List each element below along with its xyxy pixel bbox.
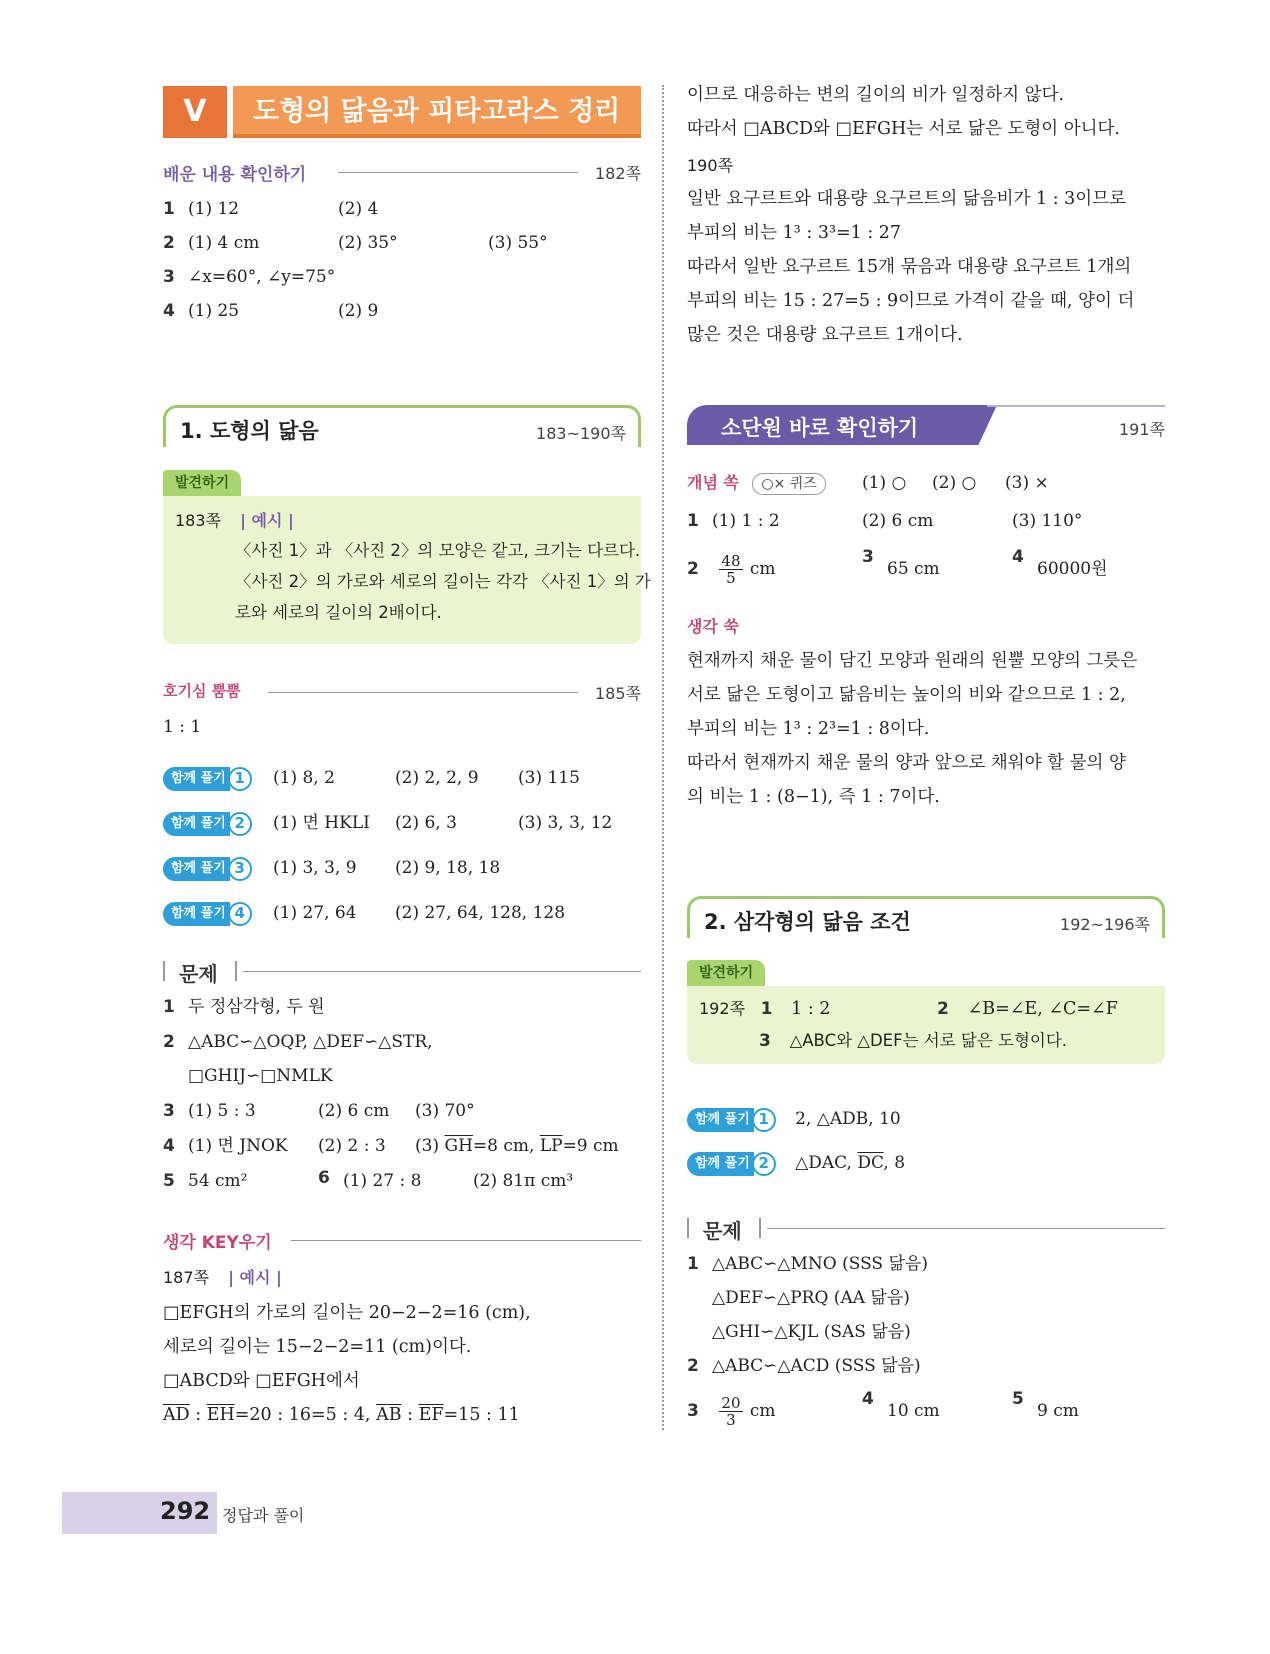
problem-2-cont: □GHIJ∽□NMLK: [188, 1066, 333, 1086]
problems2-header: 문제: [687, 1215, 1165, 1241]
key-meta: 187쪽 | 예시 |: [163, 1268, 282, 1287]
section-1-pages: 183~190쪽: [536, 424, 626, 443]
problem-5-6: 5 54 cm² 6 (1) 27 : 8 (2) 81π cm³: [163, 1168, 574, 1191]
curiosity-answer: 1 : 1: [163, 717, 202, 737]
discover-badge-2: 발견하기: [687, 960, 765, 986]
key-header: [163, 1228, 641, 1254]
continued-line-1: 이므로 대응하는 변의 길이의 비가 일정하지 않다.: [687, 85, 1065, 105]
key-label: 생각 KEY우기: [163, 1233, 272, 1253]
problem-3: 3 (1) 5 : 3 (2) 6 cm (3) 70°: [163, 1101, 475, 1121]
discover-box: 183쪽 | 예시 | 〈사진 1〉과 〈사진 2〉의 모양은 같고, 크기는 다르다. 〈사진 2〉의 가로와 세로의 길이는 각각 〈사진 1〉의 가 로와 세로의 길이의 2배이다.: [163, 496, 641, 644]
curiosity-page: 185쪽: [595, 684, 641, 703]
key-line-4: $\overline{AD}$ : $\overline{EH}=20$ : 16=5 : 4, $\overline{AB}$ : $\overline{EF}=15$ : 11: [163, 1405, 520, 1425]
together-row-1: 함께 풀기 1 (1) 8, 2 (2) 2, 2, 9 (3) 115: [163, 765, 252, 791]
review-row-3: 3 ∠x=60°, ∠y=75°: [163, 267, 336, 287]
problem2-2: 2 △ABC∽△ACD (SSS 닮음): [687, 1356, 921, 1376]
continued-line-2: 따라서 □ABCD와 □EFGH는 서로 닮은 도형이 아니다.: [687, 119, 1120, 139]
review-label: 배운 내용 확인하기: [163, 165, 307, 185]
unit-row-2: 2 $\frac{48}{5}$ cm 3 65 cm 4 60000원: [687, 547, 1108, 587]
problem-1: 1 두 정삼각형, 두 원: [163, 997, 325, 1017]
section-2-title: 2. 삼각형의 닮음 조건: [704, 910, 911, 934]
review-row-1: 1 (1) 12 (2) 4: [163, 199, 379, 219]
problem2-3-5: 3 $\frac{20}{3}$ cm 4 10 cm 5 9 cm: [687, 1389, 1079, 1429]
problems-header: 문제: [163, 958, 641, 984]
problem-4: 4 (1) 면 JNOK (2) 2 : 3 (3) $\overline{GH}=8$ cm, $\overline{LP}=9$ cm: [163, 1136, 619, 1156]
together2-row-2: 함께 풀기 2 △DAC, $\overline{DC}$, 8: [687, 1150, 905, 1176]
review-row-4: 4 (1) 25 (2) 9: [163, 301, 379, 321]
review-rule: [338, 172, 578, 173]
together2-row-1: 함께 풀기 1 2, △ADB, 10: [687, 1106, 901, 1132]
chapter-number: V: [163, 86, 227, 138]
curiosity-header: [163, 680, 641, 706]
unit-check-header: [687, 405, 1165, 445]
discover-box-2: 192쪽 1 1 : 2 2 ∠B=∠E, ∠C=∠F 3 △ABC와 △DEF는 서로 닮은 도형이다.: [687, 986, 1165, 1064]
key-line-1: □EFGH의 가로의 길이는 20−2−2=16 (cm),: [163, 1303, 531, 1323]
chapter-header: [163, 86, 641, 138]
discover-badge: 발견하기: [163, 470, 241, 496]
key-line-3: □ABCD와 □EFGH에서: [163, 1371, 360, 1391]
curiosity-label: 호기심 뿜뿜: [163, 682, 241, 700]
problem-2: 2 △ABC∽△OQP, △DEF∽△STR,: [163, 1032, 433, 1052]
fraction-20-3: $\frac{20}{3}$: [721, 1394, 741, 1429]
section-2-pages: 192~196쪽: [1060, 915, 1150, 934]
section-1-header: [163, 405, 641, 447]
unit-check-page: 191쪽: [1119, 420, 1165, 439]
review-row-2: 2 (1) 4 cm (2) 35° (3) 55°: [163, 233, 548, 253]
together-row-3: 함께 풀기 3 (1) 3, 3, 9 (2) 9, 18, 18: [163, 855, 252, 881]
review-page: 182쪽: [595, 164, 641, 183]
section-1-title: 1. 도형의 닮음: [180, 419, 319, 443]
unit-check-title: 소단원 바로 확인하기: [721, 416, 919, 440]
page-190-label: 190쪽: [687, 156, 733, 175]
together-row-4: 함께 풀기 4 (1) 27, 64 (2) 27, 64, 128, 128: [163, 900, 252, 926]
key-line-2: 세로의 길이는 15−2−2=11 (cm)이다.: [163, 1337, 472, 1357]
chapter-title: 도형의 닮음과 피타고라스 정리: [233, 86, 641, 138]
ox-quiz-badge: ○× 퀴즈: [752, 473, 825, 495]
fraction-48-5: $\frac{48}{5}$: [721, 552, 741, 587]
review-header: [163, 160, 641, 186]
page-number: 292: [160, 1497, 211, 1525]
footer-label: 정답과 풀이: [222, 1506, 305, 1525]
think-label: 생각 쑥: [687, 617, 739, 636]
section-2-header: [687, 896, 1165, 938]
unit-row-1: 1 (1) 1 : 2 (2) 6 cm (3) 110°: [687, 511, 1083, 531]
together-row-2: 함께 풀기 2 (1) 면 HKLI (2) 6, 3 (3) 3, 3, 12: [163, 810, 252, 836]
ox-quiz-row: 개념 쏙 ○× 퀴즈 (1) ○ (2) ○ (3) ×: [687, 473, 1049, 493]
column-divider: [662, 85, 664, 1430]
problem2-1: 1 △ABC∽△MNO (SSS 닮음): [687, 1254, 928, 1274]
